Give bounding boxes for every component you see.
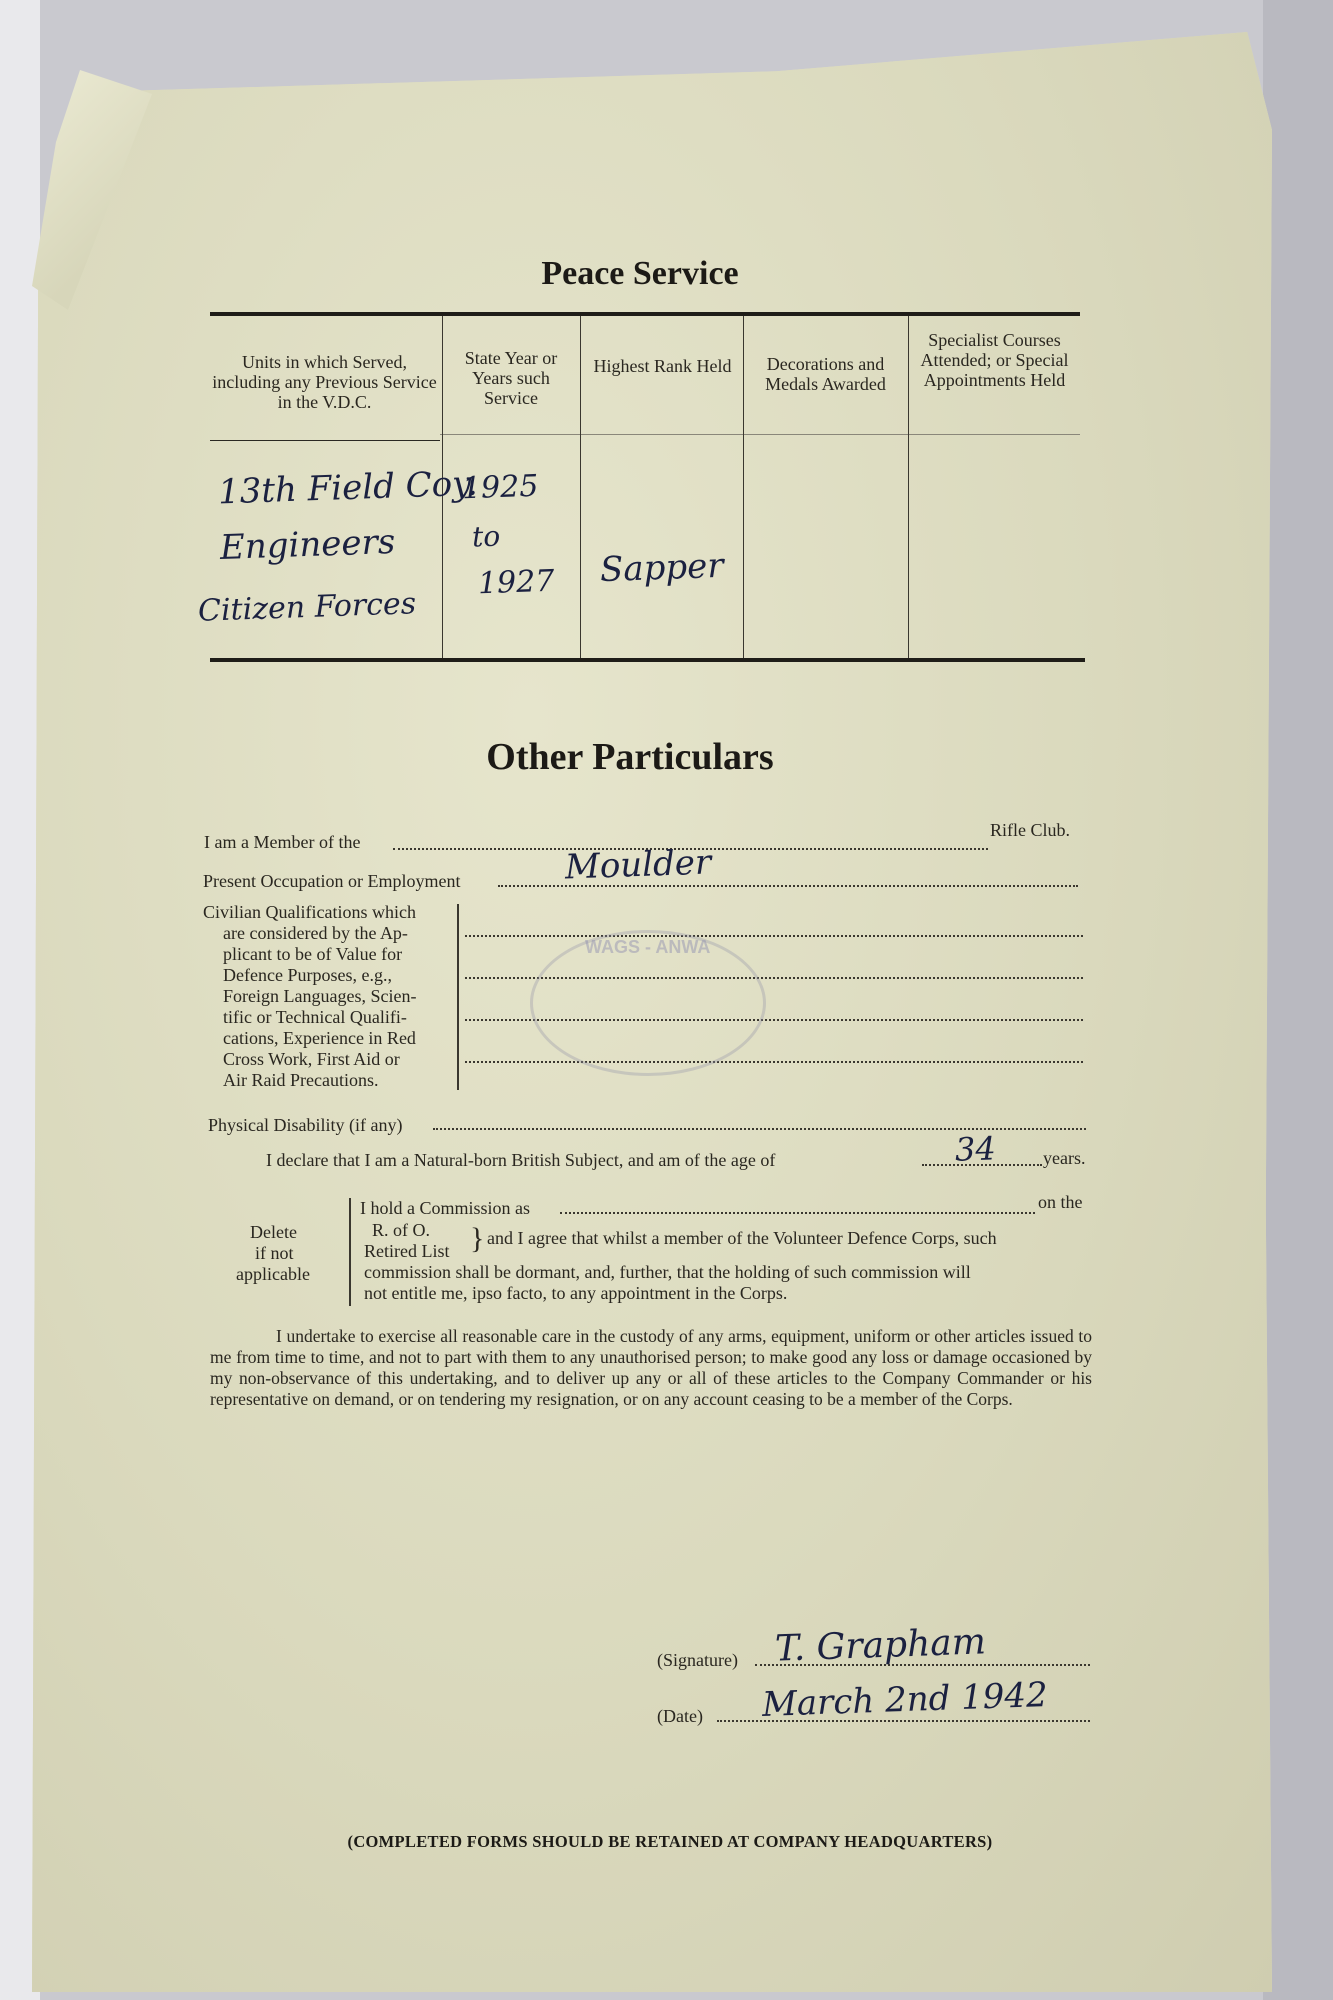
commission-line: [560, 1212, 1035, 1214]
civilian-label-9: Air Raid Precautions.: [223, 1070, 379, 1090]
background-right: [1263, 0, 1333, 2000]
civilian-label-3: plicant to be of Value for: [223, 944, 403, 964]
ro-line-1: R. of O.: [372, 1220, 430, 1240]
commission-line-4: not entitle me, ipso facto, to any appointment in the Corps.: [364, 1283, 788, 1303]
year-to: 1927: [477, 563, 555, 602]
header-years: State Year or Years such Service: [464, 348, 558, 408]
commission-line-2: and I agree that whilst a member of the Volunteer Defence Corps, such: [487, 1228, 997, 1248]
year-to-word: to: [471, 519, 501, 554]
age-value: 34: [954, 1129, 997, 1169]
delete-label-3: applicable: [236, 1264, 310, 1284]
civilian-label-7: cations, Experience in Red: [223, 1028, 416, 1048]
rank-value: Sapper: [599, 545, 725, 591]
signature-value: T. Grapham: [774, 1621, 987, 1670]
table-column-divider: [908, 316, 909, 658]
commission-line-1: I hold a Commission as: [360, 1198, 530, 1218]
stamp-text: WAGS - ANWA: [585, 937, 711, 957]
rifle-club-prefix: I am a Member of the: [204, 832, 361, 852]
delete-brace: [349, 1198, 351, 1306]
header-decorations: Decorations and Medals Awarded: [765, 354, 886, 394]
header-divider-right: [440, 434, 1080, 435]
footer-note: (COMPLETED FORMS SHOULD BE RETAINED AT COMPANY HEADQUARTERS): [347, 1832, 993, 1851]
ro-line-2: Retired List: [364, 1241, 450, 1261]
signature-label: (Signature): [657, 1650, 738, 1670]
header-rank: Highest Rank Held: [593, 356, 732, 376]
occupation-label: Present Occupation or Employment: [203, 871, 461, 891]
date-value: March 2nd 1942: [761, 1675, 1049, 1725]
year-from: 1925: [461, 468, 539, 507]
civilian-brace: [457, 904, 459, 1090]
commission-line-3: commission shall be dormant, and, further, that the holding of such commission will: [364, 1262, 971, 1282]
header-specialist: Specialist Courses Attended; or Special Appointments Held: [920, 330, 1069, 390]
header-units: Units in which Served, including any Previous Service in the V.D.C.: [212, 352, 437, 412]
table-top-rule: [210, 312, 1080, 316]
rifle-club-suffix: Rifle Club.: [990, 820, 1070, 840]
civilian-label-1: Civilian Qualifications which: [203, 902, 416, 922]
date-label: (Date): [657, 1706, 703, 1726]
unit-line-1: 13th Field Coy.: [217, 463, 479, 513]
civilian-line-4: [465, 1061, 1083, 1063]
disability-label: Physical Disability (if any): [208, 1115, 403, 1135]
commission-line-1-end: on the: [1038, 1192, 1083, 1212]
civilian-label-6: tific or Technical Qualifi-: [223, 1007, 407, 1027]
peace-service-title: Peace Service: [541, 255, 739, 292]
table-bottom-rule: [210, 658, 1085, 662]
delete-label-2: if not: [255, 1243, 294, 1263]
declare-suffix: years.: [1043, 1148, 1086, 1168]
other-particulars-title: Other Particulars: [486, 736, 774, 778]
civilian-label-5: Foreign Languages, Scien-: [223, 986, 417, 1006]
undertaking-paragraph: I undertake to exercise all reasonable care in the custody of any arms, equipment, uniform or other articles issued to me from time to time, and not to part with them to any unauthorised person; to make good any loss or damage occasioned by my non-observance of this undertaking, and to deliver up any or all of these articles to the Company Commander or his representative on demand, or on tendering my resignation, or on any account ceasing to be a member of the Corps.: [210, 1326, 1092, 1409]
table-column-divider: [743, 316, 744, 658]
civilian-label-2: are considered by the Ap-: [223, 923, 408, 943]
ro-brace: }: [470, 1222, 485, 1255]
header-divider: [210, 440, 440, 441]
unit-line-3: Citizen Forces: [197, 586, 417, 629]
civilian-label-8: Cross Work, First Aid or: [223, 1049, 400, 1069]
declare-prefix: I declare that I am a Natural-born British Subject, and am of the age of: [266, 1150, 776, 1170]
civilian-line-1: [465, 935, 1083, 937]
occupation-value: Moulder: [564, 842, 712, 888]
delete-label-1: Delete: [250, 1222, 297, 1242]
unit-line-2: Engineers: [219, 521, 396, 569]
civilian-label-4: Defence Purposes, e.g.,: [223, 965, 392, 985]
table-column-divider: [580, 316, 581, 658]
